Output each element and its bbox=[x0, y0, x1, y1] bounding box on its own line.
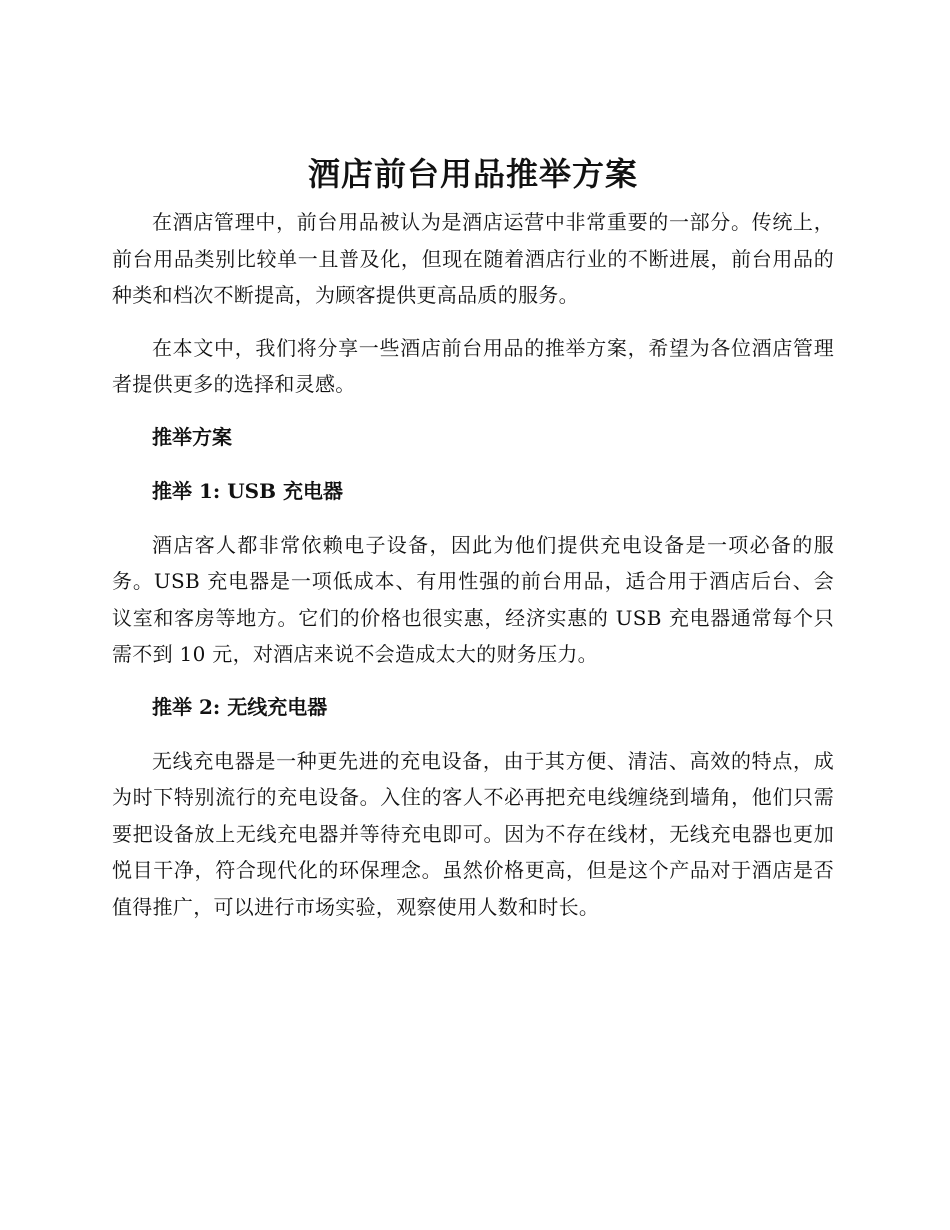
intro-paragraph-1: 在酒店管理中，前台用品被认为是酒店运营中非常重要的一部分。传统上，前台用品类别比较单一且普及化，但现在随着酒店行业的不断进展，前台用品的种类和档次不断提高，为顾客提供更高品质的服务。 bbox=[112, 210, 834, 307]
item-2-body: 无线充电器是一种更先进的充电设备，由于其方便、清洁、高效的特点，成为时下特别流行的充电设备。入住的客人不必再把充电线缠绕到墙角，他们只需要把设备放上无线充电器并等待充电即可。因为不存在线材，无线充电器也更加悦目干净，符合现代化的环保理念。虽然价格更高，但是这个产品对于酒店是否值得推广，可以进行市场实验，观察使用人数和时长。 bbox=[112, 748, 834, 919]
item-1-body: 酒店客人都非常依赖电子设备，因此为他们提供充电设备是一项必备的服务。USB 充电器是一项低成本、有用性强的前台用品，适合用于酒店后台、会议室和客房等地方。它们的价格也很实惠，经济实惠的 USB 充电器通常每个只需不到 10 元，对酒店来说不会造成太大的财务压力。 bbox=[112, 532, 834, 666]
document-page bbox=[112, 148, 834, 941]
section-heading: 推举方案 bbox=[152, 424, 232, 449]
document-title: 酒店前台用品推举方案 bbox=[307, 155, 638, 193]
item-1-heading: 推举 1: USB 充电器 bbox=[152, 478, 343, 503]
intro-paragraph-2: 在本文中，我们将分享一些酒店前台用品的推举方案，希望为各位酒店管理者提供更多的选择和灵感。 bbox=[112, 335, 834, 396]
item-2-heading: 推举 2: 无线充电器 bbox=[152, 694, 328, 719]
